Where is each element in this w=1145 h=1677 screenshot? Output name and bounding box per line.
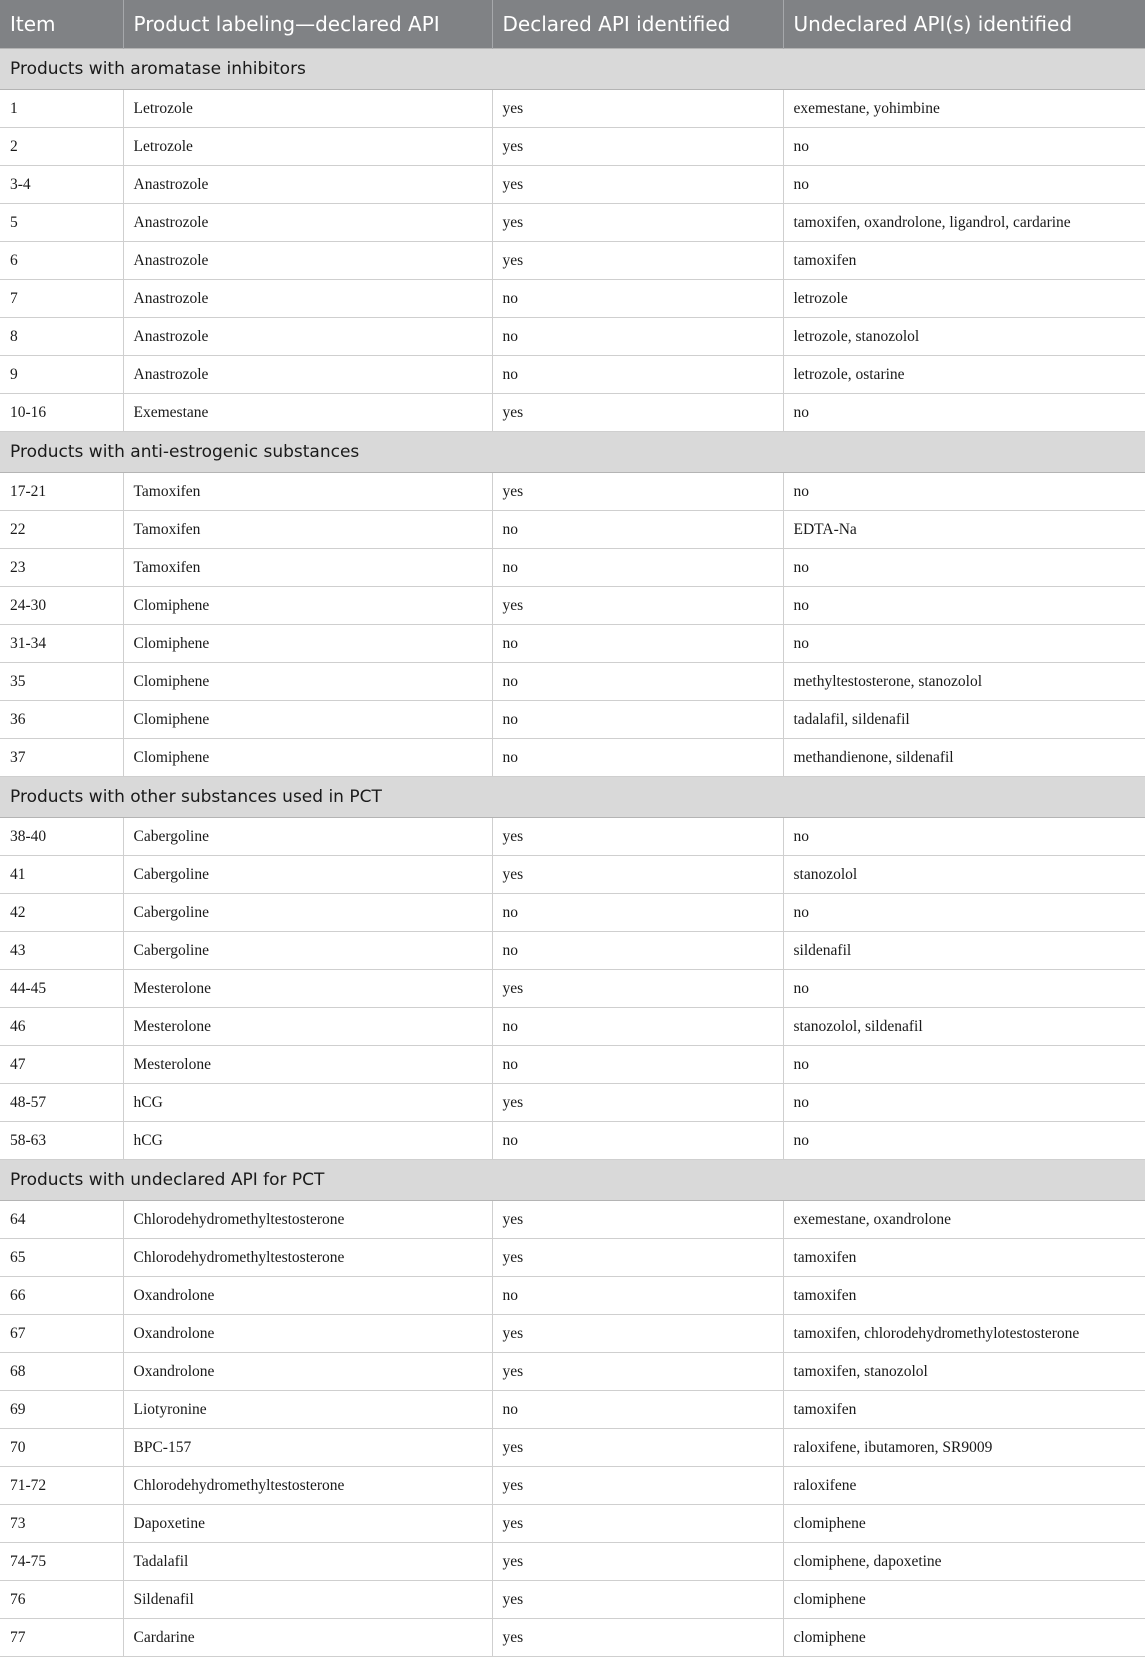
table-row [0,90,1145,128]
cell-declared-api: Tadalafil [123,1543,492,1581]
cell-declared-identified: no [492,549,783,587]
cell-declared-api: Exemestane [123,394,492,432]
cell-declared-identified: yes [492,1467,783,1505]
cell-declared-identified: yes [492,1201,783,1239]
cell-item: 69 [0,1391,123,1429]
cell-declared-api: Chlorodehydromethyltestosterone [123,1201,492,1239]
cell-declared-api: Chlorodehydromethyltestosterone [123,1467,492,1505]
cell-item: 23 [0,549,123,587]
cell-declared-identified: yes [492,1353,783,1391]
cell-item: 77 [0,1619,123,1657]
cell-declared-api: Chlorodehydromethyltestosterone [123,1239,492,1277]
cell-declared-identified: no [492,932,783,970]
cell-declared-identified: yes [492,242,783,280]
table-row [0,1581,1145,1619]
cell-declared-api: Tamoxifen [123,549,492,587]
cell-declared-identified: yes [492,1543,783,1581]
header-item: Item [0,0,123,49]
cell-declared-api: Letrozole [123,128,492,166]
cell-declared-identified: yes [492,818,783,856]
cell-undeclared-api: tamoxifen, chlorodehydromethylotestosterone [783,1315,1145,1353]
table-row [0,970,1145,1008]
cell-declared-api: Anastrozole [123,318,492,356]
section-title: Products with undeclared API for PCT [0,1160,1145,1201]
cell-declared-api: Anastrozole [123,204,492,242]
cell-declared-identified: yes [492,90,783,128]
cell-undeclared-api: sildenafil [783,932,1145,970]
cell-item: 35 [0,663,123,701]
cell-undeclared-api: no [783,549,1145,587]
section-title: Products with other substances used in PCT [0,777,1145,818]
cell-declared-identified: yes [492,394,783,432]
cell-undeclared-api: letrozole, stanozolol [783,318,1145,356]
cell-declared-identified: yes [492,166,783,204]
cell-declared-identified: no [492,701,783,739]
cell-item: 73 [0,1505,123,1543]
cell-item: 70 [0,1429,123,1467]
cell-item: 22 [0,511,123,549]
table-row [0,1505,1145,1543]
cell-declared-api: Letrozole [123,90,492,128]
cell-undeclared-api: methandienone, sildenafil [783,739,1145,777]
cell-declared-api: Mesterolone [123,970,492,1008]
cell-undeclared-api: tadalafil, sildenafil [783,701,1145,739]
cell-item: 65 [0,1239,123,1277]
cell-item: 7 [0,280,123,318]
cell-declared-api: Anastrozole [123,280,492,318]
cell-declared-identified: yes [492,1505,783,1543]
cell-declared-identified: no [492,280,783,318]
cell-undeclared-api: clomiphene, dapoxetine [783,1543,1145,1581]
cell-item: 44-45 [0,970,123,1008]
table-body [0,49,1145,1657]
cell-declared-identified: yes [492,1581,783,1619]
cell-undeclared-api: no [783,1122,1145,1160]
cell-item: 74-75 [0,1543,123,1581]
cell-declared-api: Clomiphene [123,701,492,739]
cell-declared-api: hCG [123,1084,492,1122]
table-row [0,394,1145,432]
cell-item: 24-30 [0,587,123,625]
cell-declared-api: Oxandrolone [123,1353,492,1391]
cell-declared-api: Anastrozole [123,166,492,204]
cell-declared-identified: yes [492,970,783,1008]
cell-declared-identified: no [492,1122,783,1160]
table-row [0,473,1145,511]
cell-declared-api: Tamoxifen [123,473,492,511]
cell-item: 36 [0,701,123,739]
cell-declared-api: Liotyronine [123,1391,492,1429]
cell-item: 48-57 [0,1084,123,1122]
cell-declared-api: Cabergoline [123,894,492,932]
cell-declared-identified: yes [492,587,783,625]
cell-declared-identified: no [492,1008,783,1046]
cell-undeclared-api: no [783,473,1145,511]
table-row [0,587,1145,625]
cell-declared-api: Cardarine [123,1619,492,1657]
cell-undeclared-api: no [783,128,1145,166]
cell-declared-api: Oxandrolone [123,1315,492,1353]
cell-declared-api: Cabergoline [123,856,492,894]
cell-undeclared-api: raloxifene [783,1467,1145,1505]
cell-undeclared-api: EDTA-Na [783,511,1145,549]
cell-declared-api: Mesterolone [123,1008,492,1046]
cell-undeclared-api: no [783,894,1145,932]
cell-undeclared-api: raloxifene, ibutamoren, SR9009 [783,1429,1145,1467]
cell-declared-identified: no [492,663,783,701]
table-row [0,1543,1145,1581]
cell-declared-api: Anastrozole [123,356,492,394]
cell-declared-identified: yes [492,473,783,511]
table-row [0,1084,1145,1122]
cell-undeclared-api: letrozole [783,280,1145,318]
cell-declared-identified: yes [492,1239,783,1277]
cell-declared-api: Clomiphene [123,625,492,663]
cell-item: 68 [0,1353,123,1391]
cell-declared-identified: no [492,894,783,932]
table-row [0,242,1145,280]
cell-declared-api: Clomiphene [123,663,492,701]
table-row [0,356,1145,394]
cell-declared-api: Clomiphene [123,739,492,777]
table-row [0,1201,1145,1239]
cell-item: 41 [0,856,123,894]
table-row [0,1046,1145,1084]
table-row [0,739,1145,777]
cell-undeclared-api: stanozolol [783,856,1145,894]
table-row [0,1315,1145,1353]
cell-undeclared-api: no [783,1046,1145,1084]
cell-item: 47 [0,1046,123,1084]
cell-declared-identified: yes [492,1619,783,1657]
cell-undeclared-api: tamoxifen [783,1391,1145,1429]
header-declared-api-identified: Declared API identified [492,0,783,49]
cell-declared-identified: no [492,1046,783,1084]
cell-undeclared-api: letrozole, ostarine [783,356,1145,394]
table-row [0,625,1145,663]
cell-undeclared-api: methyltestosterone, stanozolol [783,663,1145,701]
table-row [0,549,1145,587]
cell-item: 43 [0,932,123,970]
header-undeclared-api-identified: Undeclared API(s) identified [783,0,1145,49]
cell-undeclared-api: tamoxifen [783,1277,1145,1315]
cell-undeclared-api: exemestane, oxandrolone [783,1201,1145,1239]
table-row [0,663,1145,701]
cell-item: 64 [0,1201,123,1239]
cell-item: 3-4 [0,166,123,204]
cell-item: 37 [0,739,123,777]
cell-declared-identified: yes [492,204,783,242]
cell-item: 5 [0,204,123,242]
cell-item: 6 [0,242,123,280]
cell-item: 9 [0,356,123,394]
table-row [0,1391,1145,1429]
cell-item: 58-63 [0,1122,123,1160]
cell-item: 10-16 [0,394,123,432]
table-row [0,166,1145,204]
table-row [0,318,1145,356]
cell-item: 1 [0,90,123,128]
cell-undeclared-api: no [783,1084,1145,1122]
cell-item: 17-21 [0,473,123,511]
cell-item: 66 [0,1277,123,1315]
table-row [0,1277,1145,1315]
cell-declared-api: Anastrozole [123,242,492,280]
cell-undeclared-api: no [783,625,1145,663]
table-row [0,1239,1145,1277]
table-header [0,0,1145,49]
cell-undeclared-api: no [783,587,1145,625]
cell-declared-identified: no [492,739,783,777]
cell-undeclared-api: no [783,394,1145,432]
table-row [0,1008,1145,1046]
header-row [0,0,1145,49]
table-row [0,856,1145,894]
cell-undeclared-api: clomiphene [783,1581,1145,1619]
cell-declared-api: Oxandrolone [123,1277,492,1315]
cell-undeclared-api: exemestane, yohimbine [783,90,1145,128]
table-row [0,1619,1145,1657]
cell-undeclared-api: tamoxifen, stanozolol [783,1353,1145,1391]
section-header-row [0,1160,1145,1201]
cell-declared-api: Clomiphene [123,587,492,625]
cell-item: 67 [0,1315,123,1353]
cell-declared-identified: no [492,356,783,394]
cell-declared-identified: yes [492,856,783,894]
cell-declared-identified: no [492,1277,783,1315]
table-row [0,894,1145,932]
cell-item: 31-34 [0,625,123,663]
cell-declared-api: BPC-157 [123,1429,492,1467]
cell-undeclared-api: tamoxifen [783,242,1145,280]
table-row [0,1122,1145,1160]
table-row [0,128,1145,166]
table-row [0,818,1145,856]
table-row [0,204,1145,242]
cell-item: 46 [0,1008,123,1046]
table-row [0,932,1145,970]
cell-declared-api: Tamoxifen [123,511,492,549]
cell-item: 8 [0,318,123,356]
cell-declared-identified: no [492,318,783,356]
cell-declared-api: Dapoxetine [123,1505,492,1543]
table-row [0,511,1145,549]
cell-undeclared-api: tamoxifen [783,1239,1145,1277]
cell-declared-identified: yes [492,128,783,166]
cell-undeclared-api: no [783,166,1145,204]
table-row [0,280,1145,318]
table-row [0,1353,1145,1391]
cell-undeclared-api: clomiphene [783,1619,1145,1657]
cell-declared-api: Sildenafil [123,1581,492,1619]
section-header-row [0,432,1145,473]
table-row [0,1429,1145,1467]
cell-declared-identified: yes [492,1315,783,1353]
section-title: Products with aromatase inhibitors [0,49,1145,90]
cell-item: 2 [0,128,123,166]
section-header-row [0,777,1145,818]
section-title: Products with anti-estrogenic substances [0,432,1145,473]
table-row [0,1467,1145,1505]
cell-item: 71-72 [0,1467,123,1505]
cell-undeclared-api: stanozolol, sildenafil [783,1008,1145,1046]
cell-declared-api: hCG [123,1122,492,1160]
cell-declared-api: Cabergoline [123,818,492,856]
cell-declared-identified: no [492,1391,783,1429]
cell-undeclared-api: no [783,970,1145,1008]
cell-item: 38-40 [0,818,123,856]
cell-undeclared-api: tamoxifen, oxandrolone, ligandrol, cardarine [783,204,1145,242]
section-header-row [0,49,1145,90]
cell-undeclared-api: no [783,818,1145,856]
cell-declared-identified: no [492,625,783,663]
cell-undeclared-api: clomiphene [783,1505,1145,1543]
cell-declared-identified: yes [492,1429,783,1467]
cell-declared-identified: no [492,511,783,549]
cell-item: 42 [0,894,123,932]
header-product-labeling: Product labeling—declared API [123,0,492,49]
cell-declared-api: Mesterolone [123,1046,492,1084]
cell-item: 76 [0,1581,123,1619]
cell-declared-identified: yes [492,1084,783,1122]
cell-declared-api: Cabergoline [123,932,492,970]
table-row [0,701,1145,739]
